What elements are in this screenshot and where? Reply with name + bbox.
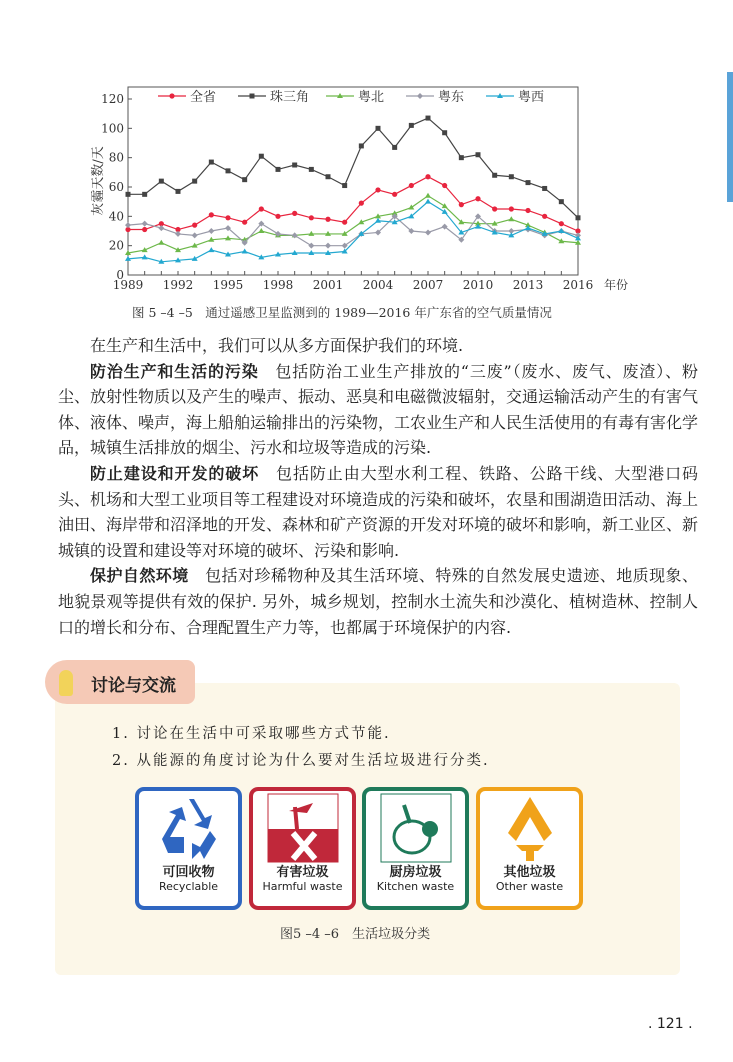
series-0-point (559, 221, 564, 226)
waste-bin-harmful-waste (249, 787, 356, 910)
legend-marker (169, 93, 174, 98)
series-1-point (426, 116, 431, 121)
series-1-point (192, 179, 197, 184)
lightbulb-icon (59, 670, 73, 696)
x-tick-label: 2007 (412, 278, 444, 292)
series-1-point (326, 174, 331, 179)
other-waste-icon (480, 791, 579, 865)
series-3-point (125, 222, 131, 228)
series-1-point (559, 199, 564, 204)
series-4-point (208, 247, 214, 252)
series-1-point (159, 179, 164, 184)
series-0-point (359, 201, 364, 206)
series-0-point (225, 215, 230, 220)
series-3-point (425, 229, 431, 235)
legend-marker (417, 93, 423, 99)
series-0-point (309, 215, 314, 220)
series-1-point (359, 143, 364, 148)
page-number: . 121 . (648, 1016, 693, 1032)
x-tick-label: 1995 (212, 278, 244, 292)
kitchen-icon (366, 791, 465, 865)
legend-marker (250, 94, 255, 99)
series-1-point (576, 215, 581, 220)
series-3-point (192, 232, 198, 238)
y-tick-label: 80 (108, 150, 124, 165)
figure-caption: 图 5 –4 –5 通过遥感卫星监测到的 1989—2016 年广东省的空气质量情况 (132, 305, 552, 320)
legend-label: 全省 (190, 90, 217, 105)
figure-caption: 图5 –4 –6 生活垃圾分类 (280, 927, 431, 942)
x-tick-label: 2013 (512, 278, 544, 292)
bin-label-zh: 有害垃圾 (276, 865, 329, 880)
series-3-point (208, 228, 214, 234)
waste-bin-other-waste (476, 787, 583, 910)
bin-label-en: Harmful waste (262, 880, 343, 893)
waste-bin-kitchen-waste (362, 787, 469, 910)
y-tick-label: 60 (108, 180, 124, 194)
series-0-point (342, 220, 347, 225)
series-1-point (376, 126, 381, 131)
series-0-point (242, 220, 247, 225)
paragraph: 保护自然环境 包括对珍稀物种及其生活环境、特殊的自然发展史遗迹、地质现象、地貌景观等提供有效的保护. 另外，城乡规划，控制水土流失和沙漠化、植树造林、控制人口的增长和分布、合理配置生产力等，也都属于环境保护的内容. (58, 566, 698, 637)
series-1-point (226, 168, 231, 173)
series-1-point (442, 130, 447, 135)
series-2-point (258, 228, 264, 233)
series-0-point (209, 212, 214, 217)
series-4-point (375, 218, 381, 223)
x-tick-label: 1998 (262, 278, 294, 292)
series-2-point (225, 235, 231, 240)
series-0-point (542, 214, 547, 219)
series-2-point (158, 240, 164, 245)
series-0-point (425, 174, 430, 179)
chapter-tab (727, 72, 733, 202)
series-1-point (209, 160, 214, 165)
y-tick-label: 0 (116, 268, 124, 282)
legend-label: 珠三角 (270, 90, 310, 105)
series-3-point (175, 231, 181, 237)
series-1-point (276, 167, 281, 172)
series-1-point (459, 155, 464, 160)
series-1-point (542, 186, 547, 191)
discussion-header (45, 660, 195, 704)
series-1-point (526, 180, 531, 185)
series-0-point (409, 183, 414, 188)
series-0-point (492, 206, 497, 211)
series-0-point (275, 214, 280, 219)
series-1-point (176, 189, 181, 194)
series-0-point (192, 223, 197, 228)
series-0-point (325, 217, 330, 222)
bin-label-zh: 厨房垃圾 (389, 865, 442, 880)
series-0-point (509, 206, 514, 211)
x-tick-label: 2001 (312, 278, 344, 292)
bin-label-en: Other waste (495, 880, 564, 893)
paragraph: 防治生产和生活的污染 包括防治工业生产排放的“三废”（废水、废气、废渣）、粉尘、放射性物质以及产生的噪声、振动、恶臭和电磁微波辐射，交通运输活动产生的有害气体、液体、噪声，海上船舶运输排出的污染物，工农业生产和人民生活使用的有毒有害化学品，城镇生活排放的烟尘、污水和垃圾等造成的污染. (58, 361, 699, 458)
legend-label: 粤西 (518, 90, 545, 105)
series-1-point (309, 167, 314, 172)
x-tick-label: 2004 (362, 278, 394, 292)
x-tick-label: 2016 (562, 278, 594, 292)
series-2-point (442, 203, 448, 208)
x-tick-label: 1989 (112, 278, 144, 292)
series-2-point (508, 216, 514, 221)
series-1-point (392, 145, 397, 150)
body-text (58, 333, 698, 640)
series-2-point (425, 193, 431, 198)
series-3-point (292, 232, 298, 238)
paragraph: 防止建设和开发的破坏 包括防止由大型水利工程、铁路、公路干线、大型港口码头、机场和大型工业项目等工程建设对环境造成的污染和破坏，农垦和围湖造田活动、海上油田、海岸带和沼泽地的开发、森林和矿产资源的开发对环境的破坏和影响，新工业区、新城镇的设置和建设等对环境的破坏、污染和影响. (58, 463, 699, 560)
series-4-point (242, 249, 248, 254)
series-4-point (425, 199, 431, 204)
series-1-point (242, 177, 247, 182)
series-0-point (392, 192, 397, 197)
series-0-point (525, 208, 530, 213)
x-tick-label: 1992 (162, 278, 194, 292)
haze-days-chart (80, 78, 650, 298)
series-1-point (142, 192, 147, 197)
series-1-point (342, 183, 347, 188)
series-0-point (142, 227, 147, 232)
series-3-point (158, 225, 164, 231)
series-4-point (142, 254, 148, 259)
question: 2. 从能源的角度讨论为什么要对生活垃圾进行分类. (112, 753, 490, 769)
series-1-line (128, 118, 578, 218)
series-1-point (476, 152, 481, 157)
series-3-point (325, 243, 331, 249)
series-1-point (292, 163, 297, 168)
x-tick-label: 2010 (462, 278, 494, 292)
series-0-point (442, 183, 447, 188)
y-axis-label: 灰霾天数/天 (91, 146, 106, 216)
y-tick-label: 100 (101, 121, 124, 136)
recycle-icon (139, 791, 238, 865)
y-tick-label: 120 (101, 92, 124, 106)
series-3-point (142, 221, 148, 227)
bin-label-en: Kitchen waste (376, 880, 455, 893)
series-0-point (459, 202, 464, 207)
series-1-point (126, 192, 131, 197)
bin-label-zh: 其他垃圾 (503, 865, 556, 880)
bin-label-en: Recyclable (158, 880, 219, 893)
question: 1. 讨论在生活中可采取哪些方式节能. (112, 726, 391, 742)
harmful-icon (253, 791, 352, 865)
bin-label-zh: 可回收物 (162, 865, 215, 880)
series-0-point (259, 206, 264, 211)
series-1-point (409, 123, 414, 128)
paragraph: 在生产和生活中，我们可以从多方面保护我们的环境. (90, 336, 464, 355)
waste-bin-recyclable (135, 787, 242, 910)
series-1-point (509, 174, 514, 179)
series-0-point (292, 211, 297, 216)
y-tick-label: 40 (108, 209, 124, 224)
discussion-title: 讨论与交流 (91, 676, 176, 696)
x-axis-label: 年份 (604, 278, 629, 292)
series-0-point (375, 187, 380, 192)
series-1-point (492, 173, 497, 178)
legend-label: 粤北 (358, 90, 385, 105)
series-4-point (442, 209, 448, 214)
series-3-point (308, 243, 314, 249)
y-tick-label: 20 (108, 238, 124, 253)
legend-label: 粤东 (438, 90, 465, 105)
series-1-point (259, 154, 264, 159)
series-2-point (408, 205, 414, 210)
series-0-point (475, 196, 480, 201)
